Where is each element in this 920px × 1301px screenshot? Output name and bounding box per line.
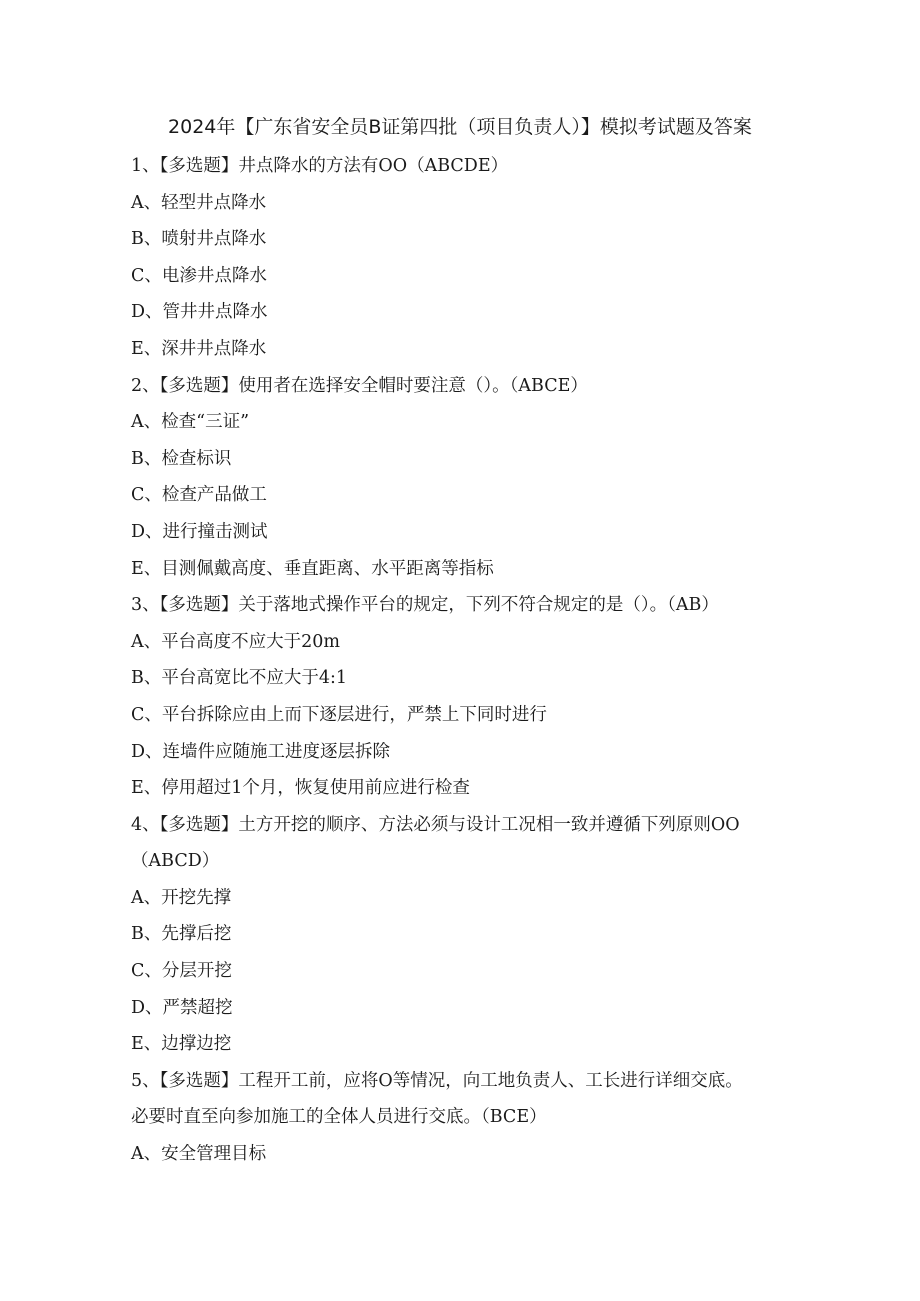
question-2-option-a: A、检查“三证” <box>131 412 250 433</box>
question-3-option-b: B、平台高宽比不应大于4:1 <box>131 668 348 689</box>
question-1-option-e: E、深井井点降水 <box>131 338 267 359</box>
question-3-option-c: C、平台拆除应由上而下逐层进行，严禁上下同时进行 <box>131 704 547 725</box>
question-4-option-e: E、边撑边挖 <box>131 1034 232 1055</box>
question-4: 4、【多选题】土方开挖的顺序、方法必须与设计工况相一致并遵循下列原则OO <box>131 814 740 835</box>
document-title: 2024年【广东省安全员B证第四批（项目负责人）】模拟考试题及答案 <box>168 116 752 138</box>
document-body <box>131 148 791 1173</box>
question-1-option-a: A、轻型井点降水 <box>131 192 267 213</box>
question-1-option-d: D、管井井点降水 <box>131 302 268 323</box>
question-3-option-e: E、停用超过1个月，恢复使用前应进行检查 <box>131 778 470 799</box>
question-5: 5、【多选题】工程开工前，应将O等情况，向工地负责人、工长进行详细交底。 <box>131 1070 743 1091</box>
question-4-option-d: D、严禁超挖 <box>131 997 233 1018</box>
question-2-option-c: C、检查产品做工 <box>131 485 267 506</box>
question-4-option-b: B、先撑后挖 <box>131 924 232 945</box>
question-1: 1、【多选题】井点降水的方法有OO（ABCDE） <box>131 156 509 176</box>
question-3-option-a: A、平台高度不应大于20m <box>131 631 340 652</box>
question-3-option-d: D、连墙件应随施工进度逐层拆除 <box>131 741 391 762</box>
question-4-option-a: A、开挖先撑 <box>131 887 232 908</box>
question-3: 3、【多选题】关于落地式操作平台的规定，下列不符合规定的是（）。（AB） <box>131 595 719 616</box>
question-5-continued: 必要时直至向参加施工的全体人员进行交底。（BCE） <box>131 1107 547 1128</box>
question-4-option-c: C、分层开挖 <box>131 961 232 982</box>
question-1-option-b: B、喷射井点降水 <box>131 229 267 250</box>
question-2-option-b: B、检查标识 <box>131 448 232 469</box>
question-2: 2、【多选题】使用者在选择安全帽时要注意（）。（ABCE） <box>131 375 588 396</box>
question-4-answer: （ABCD） <box>131 851 220 872</box>
question-2-option-d: D、进行撞击测试 <box>131 521 268 542</box>
question-2-option-e: E、目测佩戴高度、垂直距离、水平距离等指标 <box>131 558 494 579</box>
question-5-option-a: A、安全管理目标 <box>131 1144 267 1165</box>
question-1-option-c: C、电渗井点降水 <box>131 265 267 286</box>
